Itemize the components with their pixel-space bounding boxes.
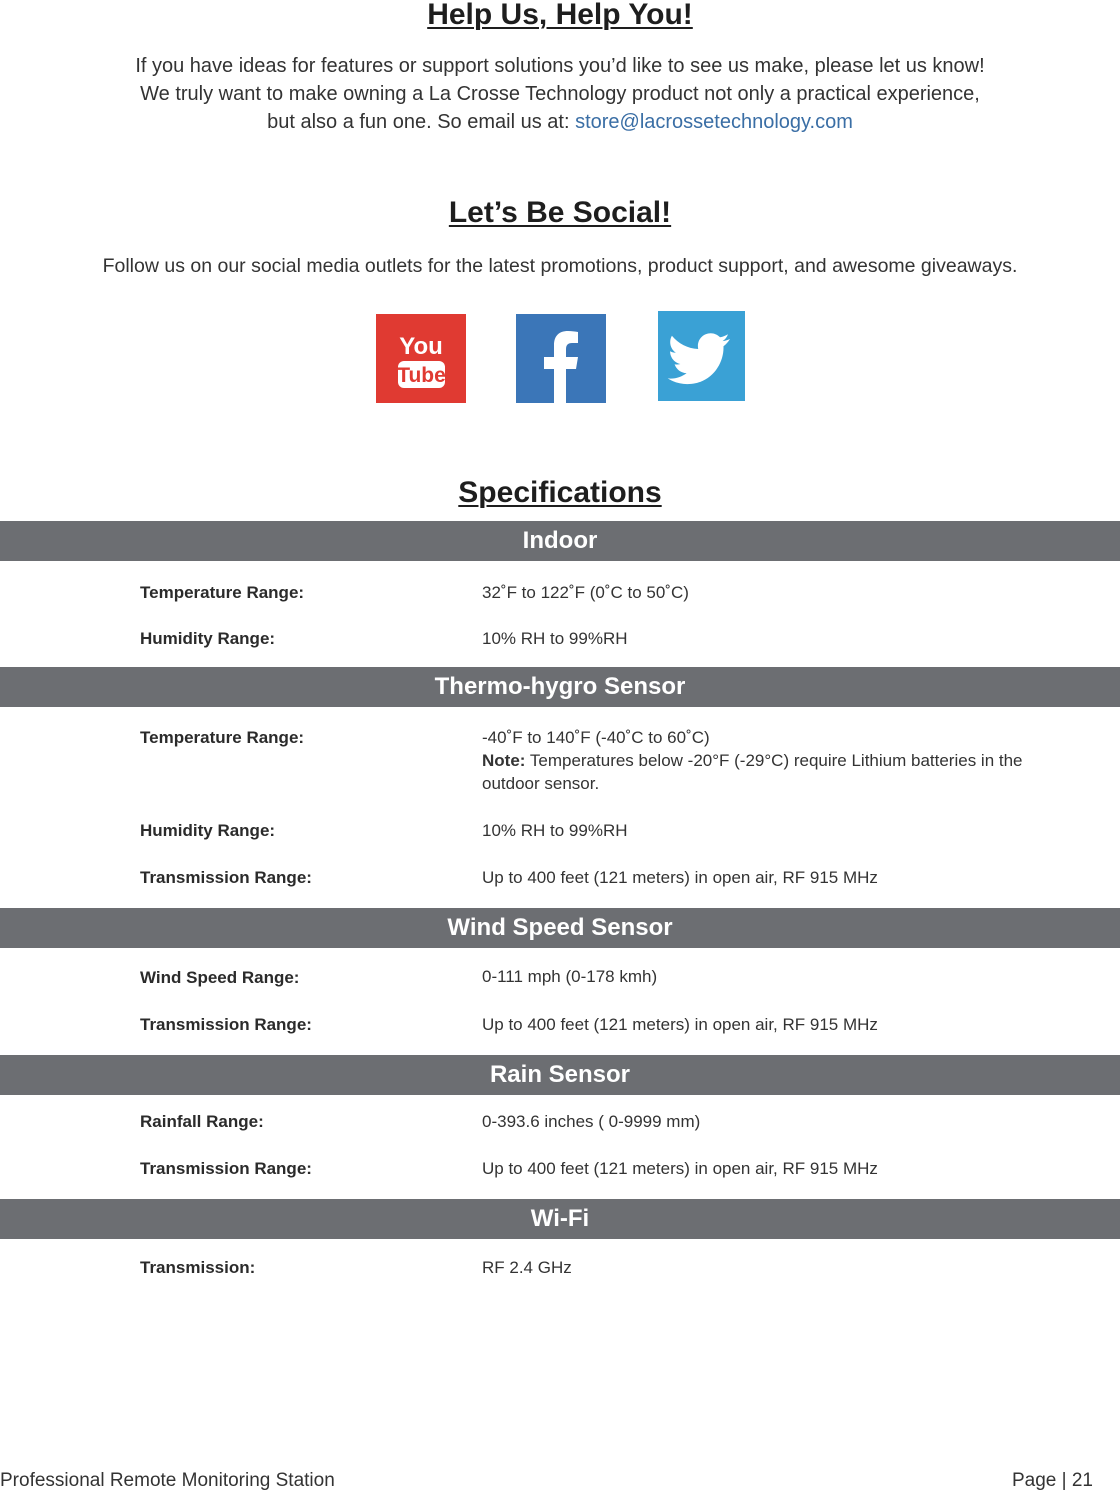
svg-text:Tube: Tube xyxy=(397,364,446,387)
email-link[interactable]: store@lacrossetechnology.com xyxy=(575,111,853,133)
wind-transmission-value: Up to 400 feet (121 meters) in open air, RF 915 MHz xyxy=(482,1015,878,1034)
thermo-humidity-label: Humidity Range: xyxy=(140,821,276,840)
thermo-temp-label: Temperature Range: xyxy=(140,728,305,747)
help-paragraph xyxy=(0,52,1120,136)
social-title: Let’s Be Social! xyxy=(448,196,672,229)
facebook-icon[interactable] xyxy=(516,314,606,403)
indoor-header: Indoor xyxy=(0,521,1120,561)
wifi-transmission-label: Transmission: xyxy=(140,1258,256,1277)
thermo-transmission-label: Transmission Range: xyxy=(140,868,312,887)
help-line-2: We truly want to make owning a La Crosse Technology product not only a practical experience, xyxy=(140,83,980,105)
rain-transmission-value: Up to 400 feet (121 meters) in open air, RF 915 MHz xyxy=(482,1159,878,1178)
wind-speed-value: 0-111 mph (0-178 kmh) xyxy=(482,967,658,986)
rain-sensor-header: Rain Sensor xyxy=(0,1055,1120,1095)
thermo-humidity-value: 10% RH to 99%RH xyxy=(482,821,628,840)
help-title: Help Us, Help You! xyxy=(427,0,693,31)
specifications-title: Specifications xyxy=(458,476,662,509)
youtube-icon[interactable] xyxy=(376,314,466,403)
rain-transmission-label: Transmission Range: xyxy=(140,1159,312,1178)
indoor-temp-value: 32˚F to 122˚F (0˚C to 50˚C) xyxy=(482,583,689,602)
wind-sensor-header: Wind Speed Sensor xyxy=(0,908,1120,948)
social-text: Follow us on our social media outlets for the latest promotions, product support, and awesome giveaways. xyxy=(102,255,1018,277)
wifi-transmission-value: RF 2.4 GHz xyxy=(482,1258,572,1277)
wind-transmission-label: Transmission Range: xyxy=(140,1015,312,1034)
indoor-humidity-value: 10% RH to 99%RH xyxy=(482,629,628,648)
thermo-transmission-value: Up to 400 feet (121 meters) in open air, RF 915 MHz xyxy=(482,868,878,887)
indoor-humidity-label: Humidity Range: xyxy=(140,629,276,648)
help-line-3: but also a fun one. So email us at: store@lacrossetechnology.com xyxy=(267,111,853,133)
footer-title: Professional Remote Monitoring Station xyxy=(0,1470,335,1491)
indoor-temp-label: Temperature Range: xyxy=(140,583,305,602)
thermo-hygro-header: Thermo-hygro Sensor xyxy=(0,667,1120,707)
svg-text:You: You xyxy=(399,333,443,360)
page-number: Page | 21 xyxy=(1011,1470,1093,1491)
thermo-temp-value: -40˚F to 140˚F (-40˚C to 60˚C) xyxy=(482,728,710,747)
twitter-icon[interactable] xyxy=(658,311,745,401)
rainfall-range-label: Rainfall Range: xyxy=(140,1112,264,1131)
wifi-header: Wi-Fi xyxy=(0,1199,1120,1239)
thermo-note: Note: Temperatures below -20°F (-29°C) require Lithium batteries in the outdoor sensor. xyxy=(482,751,1023,793)
rainfall-range-value: 0-393.6 inches ( 0-9999 mm) xyxy=(482,1112,701,1131)
wind-speed-label: Wind Speed Range: xyxy=(140,968,300,987)
help-line-1: If you have ideas for features or support solutions you’d like to see us make, please let us know! xyxy=(135,55,985,77)
